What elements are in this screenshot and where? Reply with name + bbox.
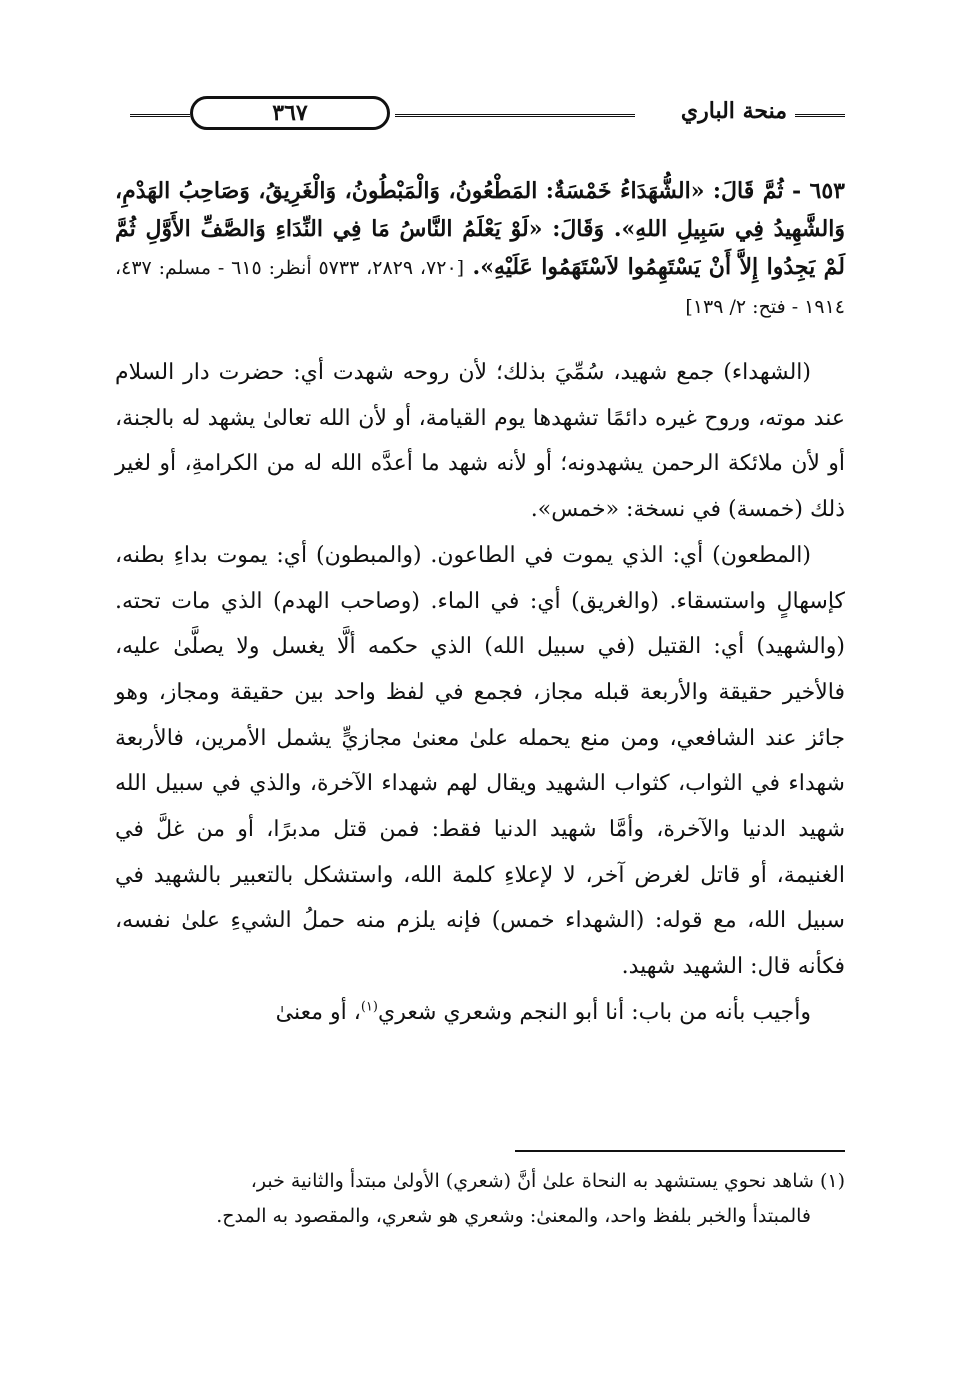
hadith-body: ٦٥٣ - ثُمَّ قَالَ: «الشُّهَدَاءُ خَمْسَةٌ: المَطْعُونُ، وَالْمَبْطُونُ، وَالْغَرِيقُ، وَصَاحِبُ الهَدْمِ، وَالشَّهِيدُ فِي سَبِيلِ اللهِ». وَقَالَ: «لَوْ يَعْلَمُ النَّاسُ مَا فِي النِّدَاءِ وَالصَّفِّ الأَوَّلِ ثُمَّ لَمْ يَجِدُوا إِلاَّ أَنْ يَسْتَهِمُوا لاَسْتَهَمُوا عَلَيْهِ». [115,178,846,280]
paragraph-3-text: وأجيب بأنه من باب: أنا أبو النجم وشعري شعري [377,999,811,1025]
hadith-reference: [٧٢٠، ٢٨٢٩، ٥٧٣٣ أنظر: ٦١٥ - مسلم: ٤٣٧، ١٩١٤ - فتح: ٢/ ١٣٩] [115,257,845,318]
commentary [115,350,845,1036]
header-rule-right [795,114,845,117]
footnote-continuation: فالمبتدأ والخبر بلفظ واحد، والمعنىٰ: وشعري هو شعري، والمقصود به المدح. [216,1205,811,1227]
page-number: ٣٦٧ [190,96,390,130]
footnote [115,1164,845,1234]
header-rule-left [130,114,190,117]
footnote-marker[interactable]: (١) [360,999,378,1015]
book-title: منحة الباري [680,98,787,124]
footnote-line-1: (١) شاهد نحوي يستشهد به النحاة علىٰ أنَّ (شعري) الأولىٰ مبتدأ والثانية خبر، [250,1170,845,1192]
hadith-text [115,172,845,326]
paragraph-3-continuation: ، أو معنىٰ [275,999,361,1025]
page-header [130,90,845,134]
footnote-separator [515,1150,845,1152]
commentary-paragraph-2: (المطعون) أي: الذي يموت في الطاعون. (والمبطون) أي: يموت بداءِ بطنه، كإسهالٍ واستسقاء. (والغريق) أي: في الماء. (وصاحب الهدم) الذي مات تحته. (والشهيد) أي: القتيل (في سبيل الله) الذي حكمه ألَّا يغسل ولا يصلَّىٰ عليه، فالأخير حقيقة والأربعة قبله مجاز، فجمع في لفظ واحد بين حقيقة ومجاز، وهو جائز عند الشافعي، ومن منع يحمله علىٰ معنىٰ مجازيٍّ يشمل الأمرين، فالأربعة شهداء في الثواب، كثواب الشهيد ويقال لهم شهداء الآخرة، والذي في سبيل الله شهيد الدنيا والآخرة، وأمَّا شهيد الدنيا فقط: فمن قتل مدبرًا، أو من غلَّ في الغنيمة، أو قاتل لغرض آخر، لا لإعلاءِ كلمة الله، واستشكل بالتعبير بالشهيد في سبيل الله، مع قوله: (الشهداء خمس) فإنه يلزم منه حملُ الشيءِ علىٰ نفسه، فكأنه قال: الشهيد شهيد. [115,542,845,980]
commentary-paragraph-1: (الشهداء) جمع شهيد، سُمِّيَ بذلك؛ لأن روحه شهدت أي: حضرت دار السلام عند موته، وروح غيره دائمًا تشهدها يوم القيامة، أو لأن الله تعالىٰ يشهد له بالجنة، أو لأن ملائكة الرحمن يشهدونه؛ أو لأنه شهد ما أعدَّه الله له من الكرامةِ، أو لغير ذلك (خمسة) في نسخة: «خمس». [115,360,845,523]
commentary-paragraph-3 [115,990,845,1036]
header-rule-middle [395,114,635,117]
